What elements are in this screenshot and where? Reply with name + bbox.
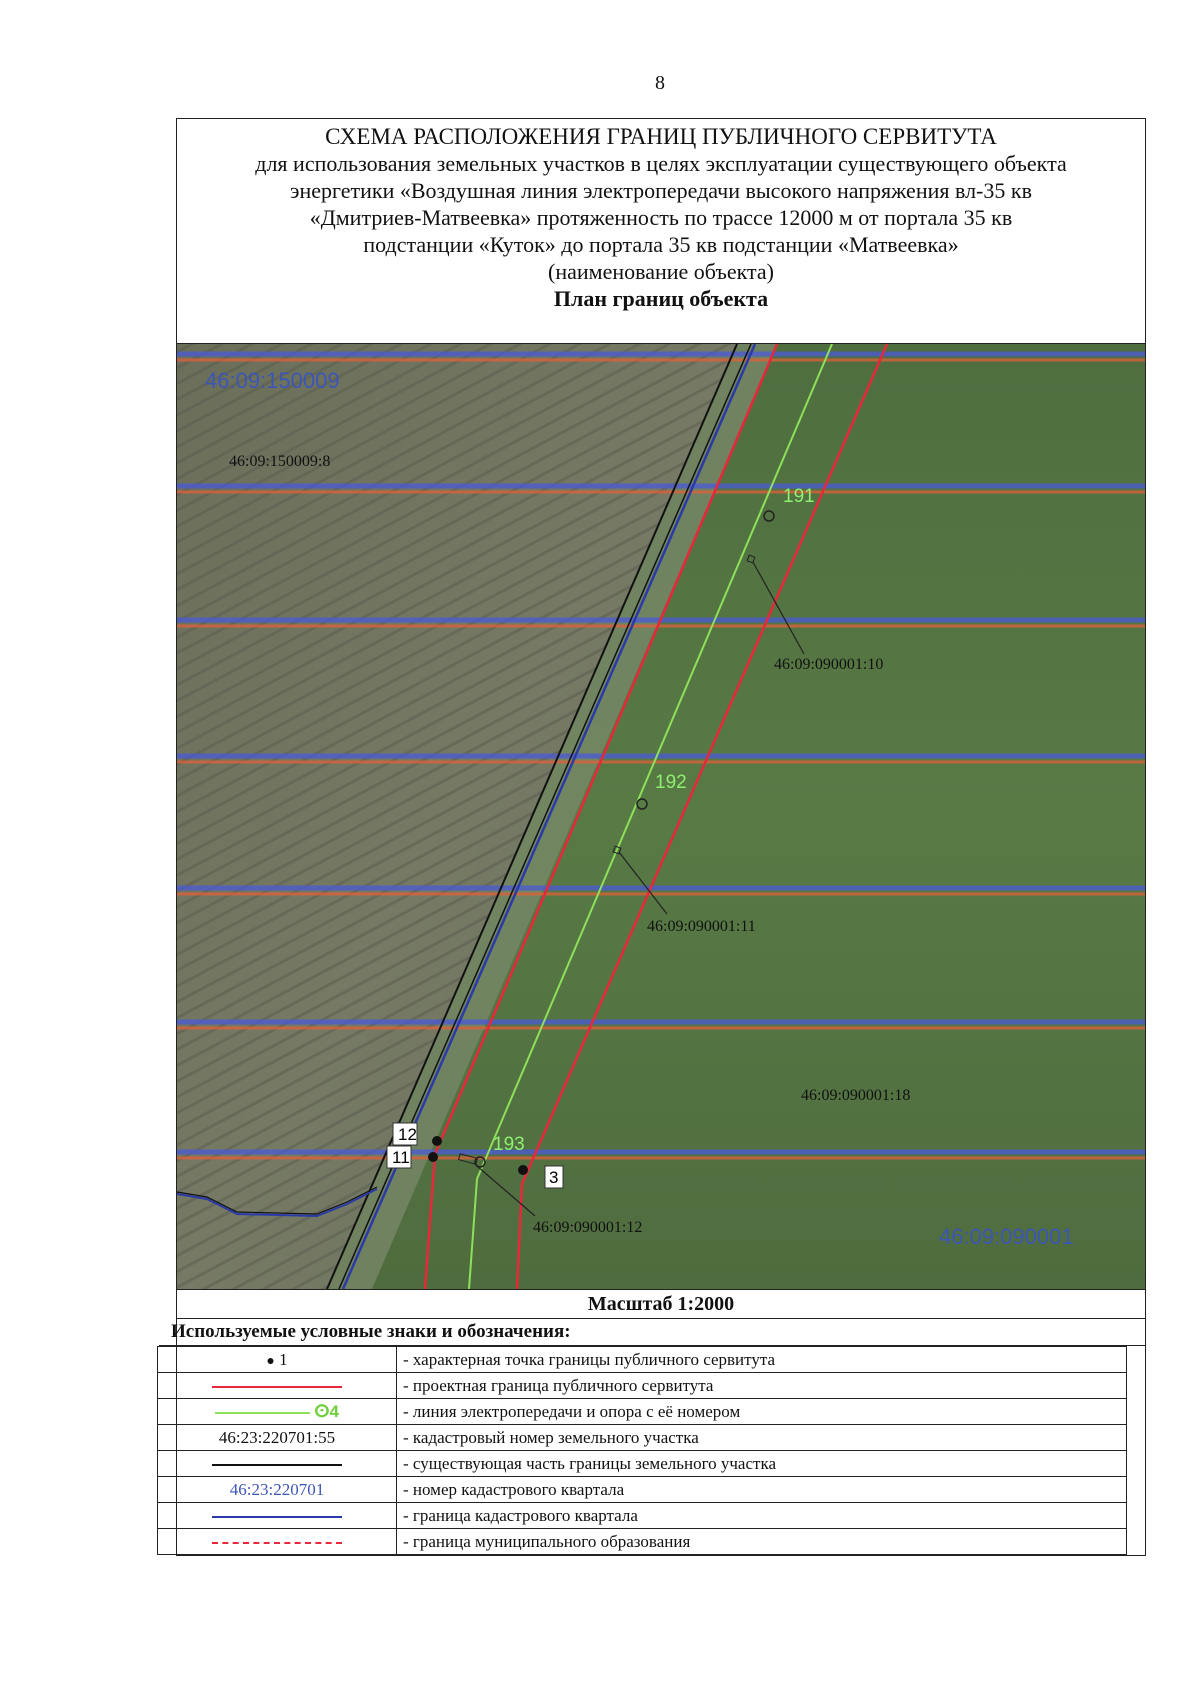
legend-symbol [158,1451,397,1477]
legend-row [158,1503,1127,1529]
legend-desc: - граница муниципального образования [397,1529,1127,1555]
title-line-5: подстанции «Куток» до портала 35 кв подстанции «Матвеевка» [363,232,959,257]
map-view[interactable] [177,344,1145,1290]
dash-dot-line-icon [212,1542,342,1544]
point-dot-icon: ● [266,1353,275,1369]
pole-number-text: 4 [329,1401,339,1421]
quarter-label-150009: 46:09:150009 [205,368,340,393]
legend-symbol: 46:23:220701:55 [158,1425,397,1451]
legend-desc: - линия электропередачи и опора с её номером [397,1399,1127,1425]
pole-number-icon: ⵙ4 [314,1401,339,1421]
legend-symbol [158,1373,397,1399]
parcel-label-090001-18: 46:09:090001:18 [801,1087,911,1104]
point-3[interactable] [518,1165,528,1175]
legend-desc: - номер кадастрового квартала [397,1477,1127,1503]
legend-table [157,1346,1127,1555]
legend-row [158,1347,1127,1373]
legend-row [158,1451,1127,1477]
page-number: 8 [655,72,665,94]
legend-desc: - граница кадастрового квартала [397,1503,1127,1529]
parcel-label-090001-11: 46:09:090001:11 [647,918,756,935]
scale-label: Масштаб 1:2000 [177,1290,1145,1319]
title-line-3: энергетики «Воздушная линия электропередачи высокого напряжения вл-35 кв [290,178,1032,203]
legend-row [158,1399,1127,1425]
legend-desc: - проектная граница публичного сервитута [397,1373,1127,1399]
title-line-2: для использования земельных участков в целях эксплуатации существующего объекта [255,151,1067,176]
scheme-frame [171,118,1146,1556]
point-label-text: 12 [398,1125,417,1144]
black-line-icon [212,1464,342,1466]
title-block [177,119,1145,344]
parcel-label-090001-12: 46:09:090001:12 [533,1219,643,1236]
point-12[interactable] [432,1136,442,1146]
legend-desc: - существующая часть границы земельного участка [397,1451,1127,1477]
point-label-text: 3 [549,1168,559,1187]
plan-heading: План границ объекта [553,286,769,311]
legend-desc: - кадастровый номер земельного участка [397,1425,1127,1451]
title-line-4: «Дмитриев-Матвеевка» протяженность по трассе 12000 м от портала 35 кв [309,205,1013,230]
map-canvas[interactable] [177,344,1145,1289]
legend-row [158,1529,1127,1555]
pole-label-192: 192 [655,772,687,793]
point-label-3 [545,1166,563,1188]
pole-label-191: 191 [783,486,815,507]
legend-symbol: 46:23:220701 [158,1477,397,1503]
green-line-icon [215,1412,310,1414]
legend-symbol-text: 1 [279,1349,288,1369]
parcel-label-150009-8: 46:09:150009:8 [229,453,331,470]
legend-row [158,1425,1127,1451]
point-label-text: 11 [392,1148,410,1167]
pole-label-193: 193 [493,1134,525,1155]
legend-symbol [158,1399,397,1425]
legend-row [158,1373,1127,1399]
red-line-icon [212,1386,342,1388]
legend-row [158,1477,1127,1503]
point-label-12 [393,1123,417,1145]
parcel-label-090001-10: 46:09:090001:10 [774,656,884,673]
point-label-11 [387,1146,411,1168]
legend-symbol [158,1347,397,1373]
point-11[interactable] [428,1152,438,1162]
legend-symbol [158,1529,397,1555]
quarter-label-090001: 46:09:090001 [939,1224,1074,1249]
legend-desc: - характерная точка границы публичного сервитута [397,1347,1127,1373]
title-main: СХЕМА РАСПОЛОЖЕНИЯ ГРАНИЦ ПУБЛИЧНОГО СЕРВИТУТА [325,124,997,149]
legend-title: Используемые условные знаки и обозначения: [159,1319,1145,1346]
legend-symbol [158,1503,397,1529]
title-line-6: (наименование объекта) [548,259,774,284]
blue-line-icon [212,1516,342,1518]
